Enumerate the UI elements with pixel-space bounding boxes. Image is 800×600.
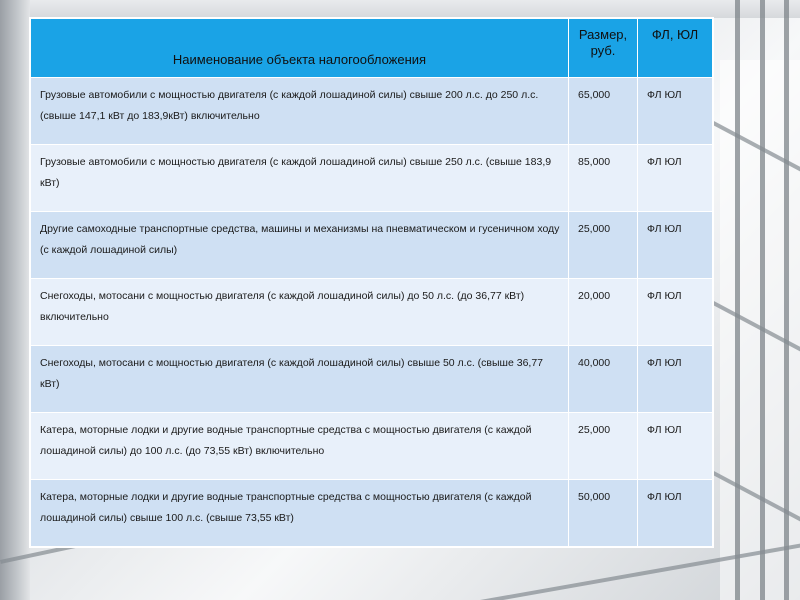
table-row xyxy=(31,413,713,480)
table-row xyxy=(31,78,713,145)
background-window-frame xyxy=(760,0,765,600)
header-rate-size: Размер, руб. xyxy=(569,19,638,78)
cell-taxpayer-type: ФЛ ЮЛ xyxy=(638,78,713,145)
background-left-strip xyxy=(0,0,30,600)
table-row xyxy=(31,145,713,212)
table-row xyxy=(31,279,713,346)
tax-rate-table xyxy=(30,18,713,547)
cell-taxpayer-type: ФЛ ЮЛ xyxy=(638,279,713,346)
cell-object-name: Катера, моторные лодки и другие водные транспортные средства с мощностью двигателя (с каждой лошадиной силы) свыше 100 л.с. (свыше 73,55 кВт) xyxy=(31,480,569,547)
header-taxpayer-type: ФЛ, ЮЛ xyxy=(638,19,713,78)
cell-rate: 40,000 xyxy=(569,346,638,413)
cell-rate: 25,000 xyxy=(569,212,638,279)
cell-rate: 50,000 xyxy=(569,480,638,547)
cell-object-name: Снегоходы, мотосани с мощностью двигателя (с каждой лошадиной силы) свыше 50 л.с. (свыше 36,77 кВт) xyxy=(31,346,569,413)
cell-rate: 85,000 xyxy=(569,145,638,212)
table-row xyxy=(31,212,713,279)
cell-object-name: Снегоходы, мотосани с мощностью двигателя (с каждой лошадиной силы) до 50 л.с. (до 36,77 кВт) включительно xyxy=(31,279,569,346)
cell-object-name: Другие самоходные транспортные средства, машины и механизмы на пневматическом и гусеничном ходу (с каждой лошадиной силы) xyxy=(31,212,569,279)
cell-object-name: Грузовые автомобили с мощностью двигателя (с каждой лошадиной силы) свыше 200 л.с. до 250 л.с. (свыше 147,1 кВт до 183,9кВт) включительно xyxy=(31,78,569,145)
table-row xyxy=(31,346,713,413)
cell-rate: 20,000 xyxy=(569,279,638,346)
cell-object-name: Катера, моторные лодки и другие водные транспортные средства с мощностью двигателя (с каждой лошадиной силы) до 100 л.с. (до 73,55 кВт) включительно xyxy=(31,413,569,480)
cell-taxpayer-type: ФЛ ЮЛ xyxy=(638,413,713,480)
cell-rate: 65,000 xyxy=(569,78,638,145)
cell-rate: 25,000 xyxy=(569,413,638,480)
cell-taxpayer-type: ФЛ ЮЛ xyxy=(638,480,713,547)
cell-object-name: Грузовые автомобили с мощностью двигателя (с каждой лошадиной силы) свыше 250 л.с. (свыше 183,9 кВт) xyxy=(31,145,569,212)
table-row xyxy=(31,480,713,547)
background-window-frame xyxy=(735,0,740,600)
cell-taxpayer-type: ФЛ ЮЛ xyxy=(638,346,713,413)
background-top-band xyxy=(0,0,800,18)
table-header-row xyxy=(31,19,713,78)
cell-taxpayer-type: ФЛ ЮЛ xyxy=(638,145,713,212)
header-object-name: Наименование объекта налогообложения xyxy=(31,19,569,78)
cell-taxpayer-type: ФЛ ЮЛ xyxy=(638,212,713,279)
